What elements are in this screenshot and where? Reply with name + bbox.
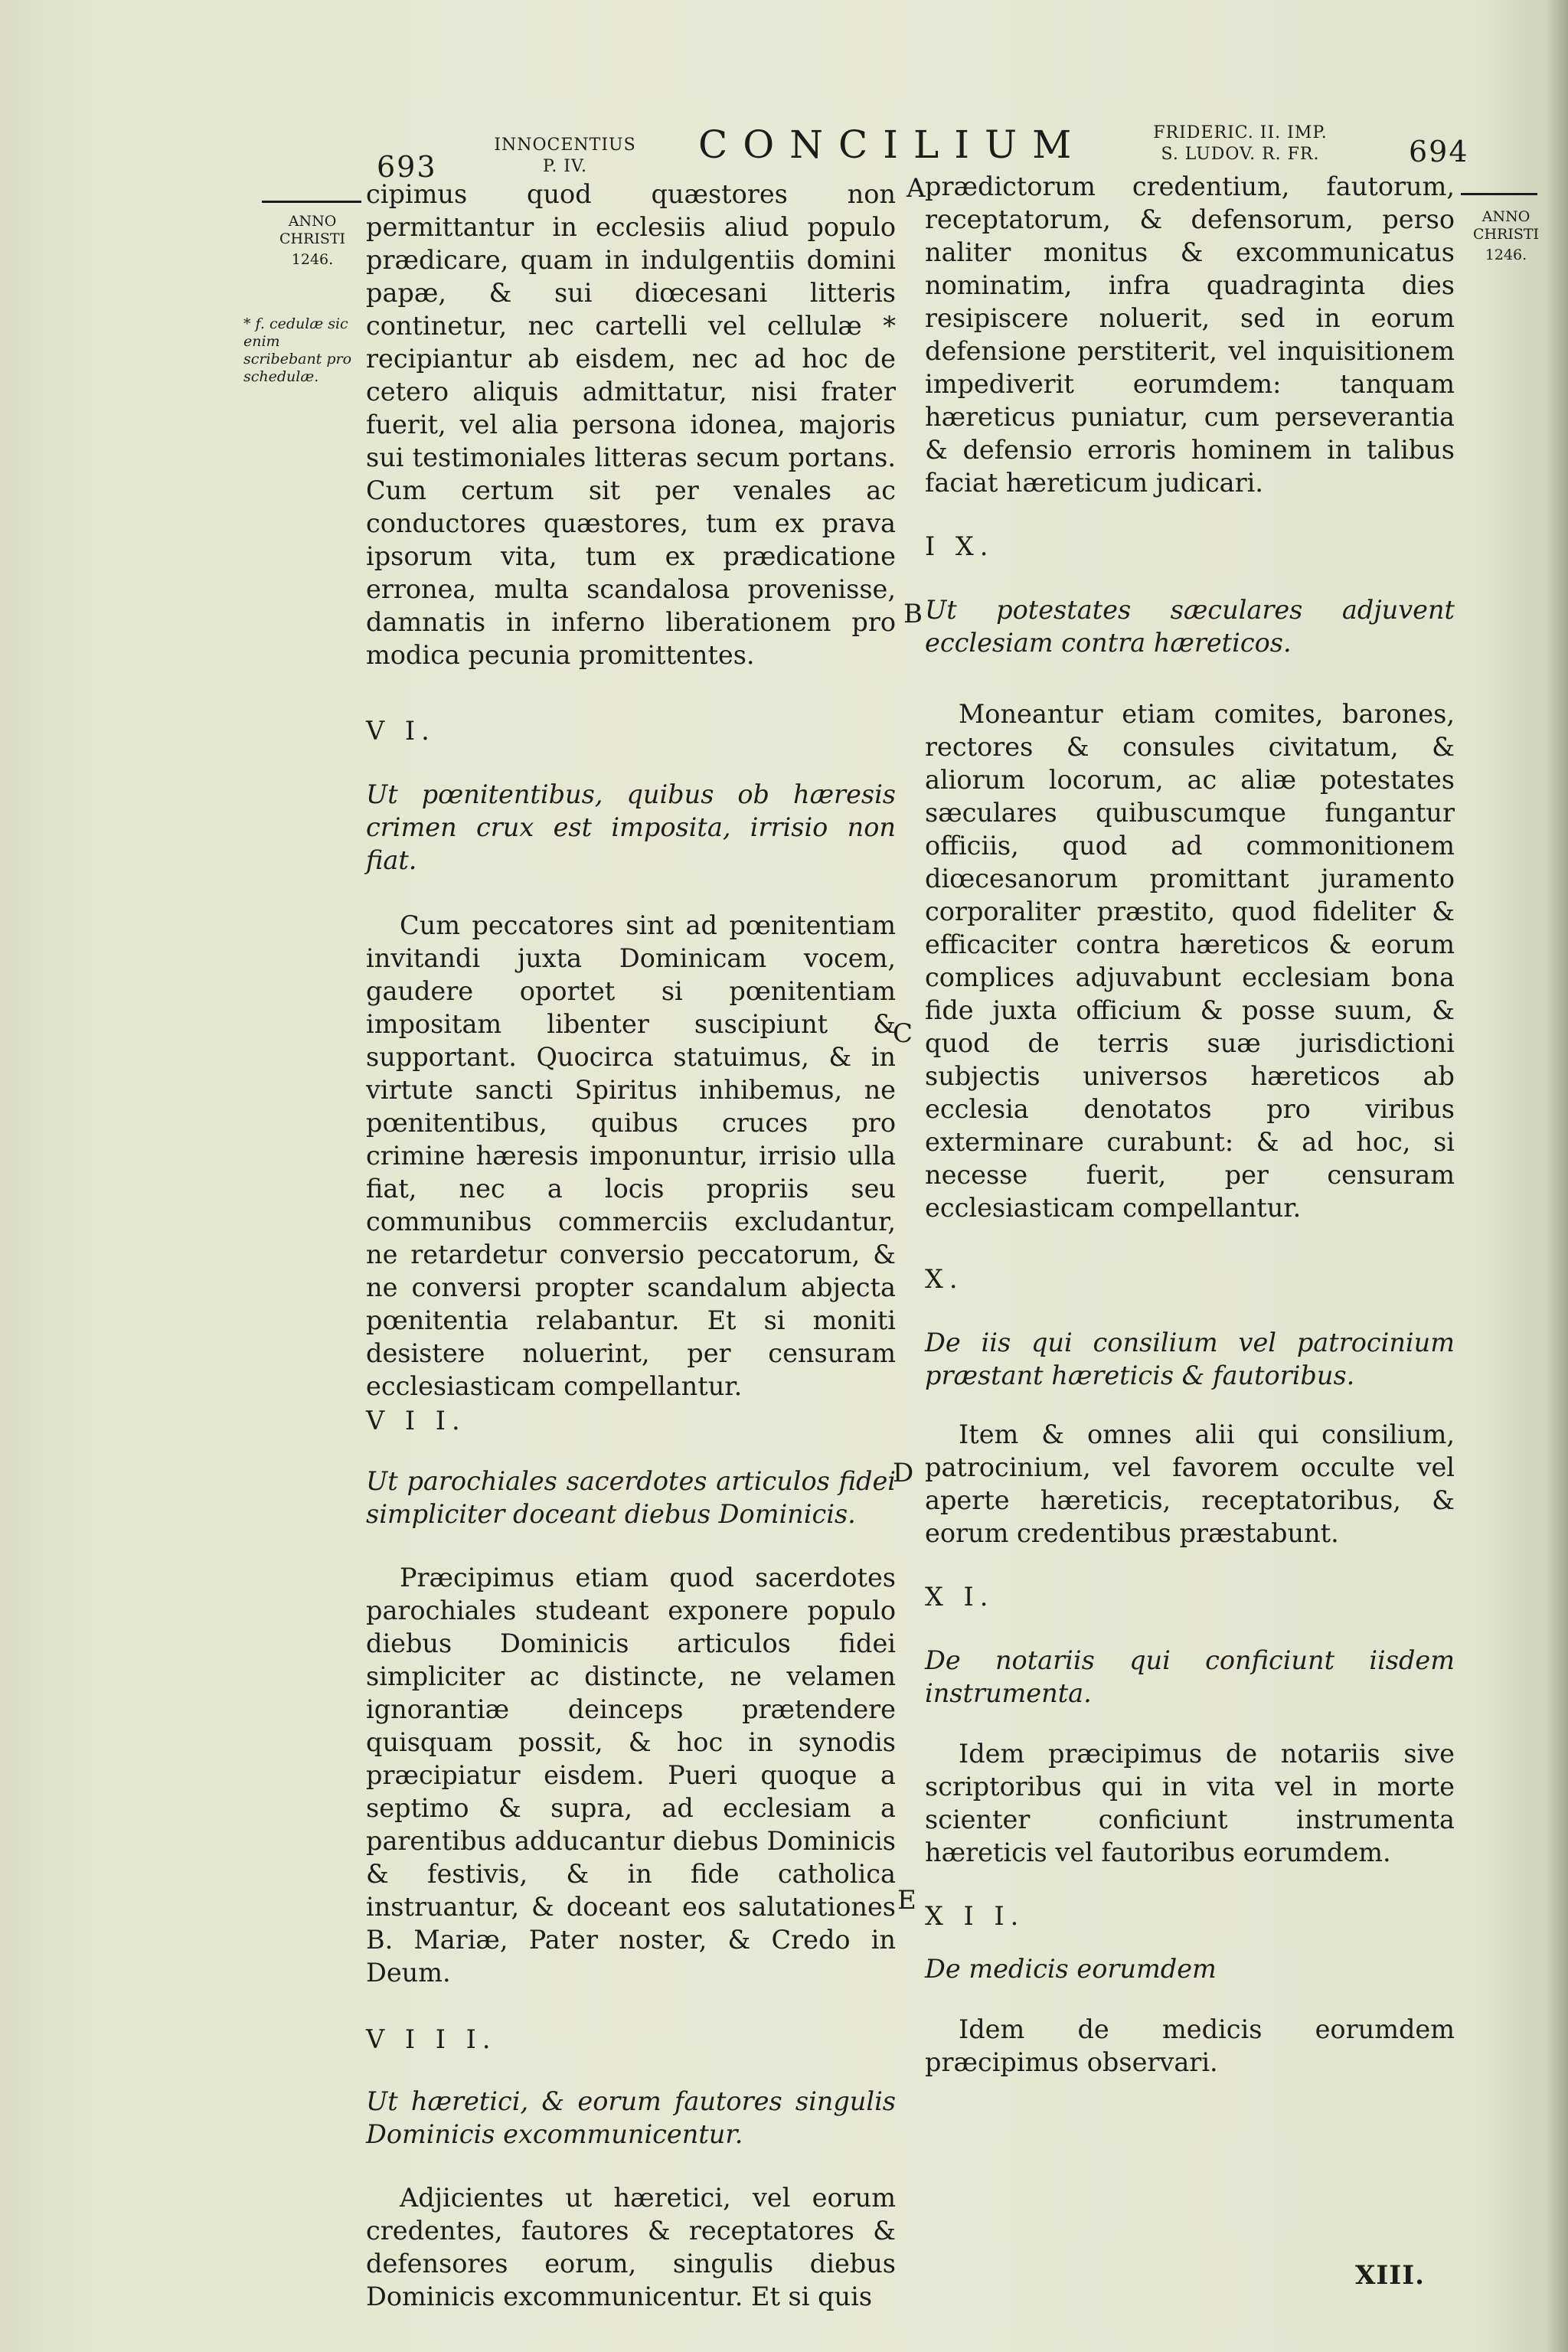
section-10-heading: X. — [925, 1264, 964, 1294]
right-column — [925, 170, 1455, 2079]
margin-year-left-value: 1246. — [291, 251, 334, 268]
gutter-letter-e: E — [897, 1885, 916, 1916]
header-right-running-title — [1125, 122, 1355, 165]
section-8-heading: V I I I. — [366, 2024, 497, 2054]
continuation-dash-left — [262, 201, 361, 203]
margin-year-left-label: ANNO CHRISTI — [279, 213, 346, 247]
gutter-letter-c: C — [893, 1018, 913, 1049]
gutter-letter-b: B — [903, 599, 923, 629]
header-left-line2: P. IV. — [542, 157, 588, 176]
section-6-text: Cum peccatores sint ad pœnitentiam invitandi juxta Dominicam vocem, gaudere oportet si pœnitentiam impositam libenter suscipiunt & supportant. Quocirca statuimus, & in virtute sancti Spiritus inhibemus, ne pœnitentibus, quibus cruces pro crimine hæresis imponuntur, irrisio ulla fiat, nec a locis propriis seu communibus commerciis excludantur, ne retardetur conversio peccatorum, & ne conversi propter scandalum abjecta pœnitentia relabantur. Et si moniti desistere noluerint, per censuram ecclesiasticam compellantur. — [366, 910, 896, 1401]
header-right-line1: FRIDERIC. II. IMP. — [1153, 123, 1328, 142]
section-11-rubric: De notariis qui conficiunt iisdem instrumenta. — [925, 1645, 1455, 1708]
section-12-rubric: De medicis eorumdem — [925, 1954, 1217, 1984]
margin-footnote: * f. cedulæ sic enim scribebant pro schedulæ. — [243, 315, 352, 385]
section-12-text: Idem de medicis eorumdem præcipimus observari. — [925, 2014, 1455, 2077]
header-left-line1: INNOCENTIUS — [494, 136, 636, 155]
header-left-running-title — [488, 135, 642, 178]
section-6-heading: V I. — [366, 716, 436, 746]
left-intro-text: cipimus quod quæstores non permittantur in ecclesiis aliud populo prædicare, quam in indulgentiis domini papæ, & sui diœcesani litteris continetur, nec cartelli vel cellulæ * recipiantur ab eisdem, nec ad hoc de cetero aliquis admittatur, nisi frater fuerit, vel alia persona idonea, majoris sui testimoniales litteras secum portans. Cum certum sit per venales ac conductores quæstores, tum ex prava ipsorum vita, tum ex prædicatione erronea, multa scandalosa provenisse, damnatis in inferno liberationem pro modica pecunia promittentes. — [366, 179, 896, 670]
section-9-rubric: Ut potestates sæculares adjuvent ecclesiam contra hæreticos. — [925, 595, 1455, 658]
section-8-rubric: Ut hæretici, & eorum fautores singulis Dominicis excommunicentur. — [366, 2086, 896, 2149]
catchword: XIII. — [1355, 2260, 1425, 2291]
right-intro-text: prædictorum credentium, fautorum, receptatorum, & defensorum, perso naliter monitus & excommunicatus nominatim, infra quadraginta dies resipiscere noluerit, sed in eorum defensione perstiterit, vel inquisitionem impediverit eorumdem: tanquam hæreticus puniatur, cum perseverantia & defensio erroris hominem in talibus faciat hæreticum judicari. — [925, 172, 1455, 498]
section-7-text: Præcipimus etiam quod sacerdotes parochiales studeant exponere populo diebus Dominicis articulos fidei simpliciter ac distincte, ne velamen ignorantiæ deinceps prætendere quisquam possit, & hoc in synodis præcipiatur eisdem. Pueri quoque a septimo & supra, ad ecclesiam a parentibus adducantur diebus Dominicis & festivis, & in fide catholica instruantur, & doceant eos salutationes B. Mariæ, Pater noster, & Credo in Deum. — [366, 1563, 896, 1988]
margin-year-right-label: ANNO CHRISTI — [1472, 208, 1540, 243]
left-column — [366, 178, 896, 2313]
page-number-left: 693 — [377, 150, 437, 184]
gutter-letter-d: D — [893, 1458, 914, 1488]
margin-year-right-value: 1246. — [1485, 247, 1527, 263]
header-right-line2: S. LUDOV. R. FR. — [1161, 145, 1320, 164]
section-11-heading: X I. — [925, 1582, 995, 1612]
page-edge-shadow — [1547, 0, 1568, 2352]
margin-year-left — [266, 213, 358, 269]
section-10-text: Item & omnes alii qui consilium, patrocinium, vel favorem occulte vel aperte hæreticis, receptatoribus, & eorum credentibus præstabunt. — [925, 1419, 1455, 1548]
section-12-heading: X I I. — [925, 1901, 1025, 1931]
section-7-rubric: Ut parochiales sacerdotes articulos fidei simpliciter doceant diebus Dominicis. — [366, 1466, 896, 1529]
continuation-dash-right — [1461, 193, 1537, 195]
margin-year-right — [1464, 208, 1548, 264]
section-9-text: Moneantur etiam comites, barones, rectores & consules civitatum, & aliorum locorum, ac aliæ potestates sæculares quibuscumque fungantur officiis, quod ad commonitionem diœcesanorum promittant juramento corporaliter præstito, quod fideliter & efficaciter contra hæreticos & eorum complices adjuvabunt ecclesiam bona fide juxta officium & posse suum, & quod de terris suæ jurisdictioni subjectis universos hæreticos ab ecclesia denotatos pro viribus exterminare curabunt: & ad hoc, si necesse fuerit, per censuram ecclesiasticam compellantur. — [925, 699, 1455, 1223]
section-7-heading: V I I. — [366, 1406, 466, 1436]
section-6-rubric: Ut pœnitentibus, quibus ob hæresis crimen crux est imposita, irrisio non fiat. — [366, 779, 896, 875]
section-8-text: Adjicientes ut hæretici, vel eorum credentes, fautores & receptatores & defensores eorum, singulis diebus Dominicis excommunicentur. Et si quis — [366, 2183, 896, 2311]
section-11-text: Idem præcipimus de notariis sive scriptoribus qui in vita vel in morte scienter conficiunt instrumenta hæreticis vel fautoribus eorumdem. — [925, 1739, 1455, 1867]
page-number-right: 694 — [1409, 135, 1469, 168]
section-10-rubric: De iis qui consilium vel patrocinium præstant hæreticis & fautoribus. — [925, 1328, 1455, 1390]
gutter-letter-a: A — [906, 173, 926, 204]
header-title: CONCILIUM — [698, 122, 1087, 167]
section-9-heading: I X. — [925, 531, 995, 561]
